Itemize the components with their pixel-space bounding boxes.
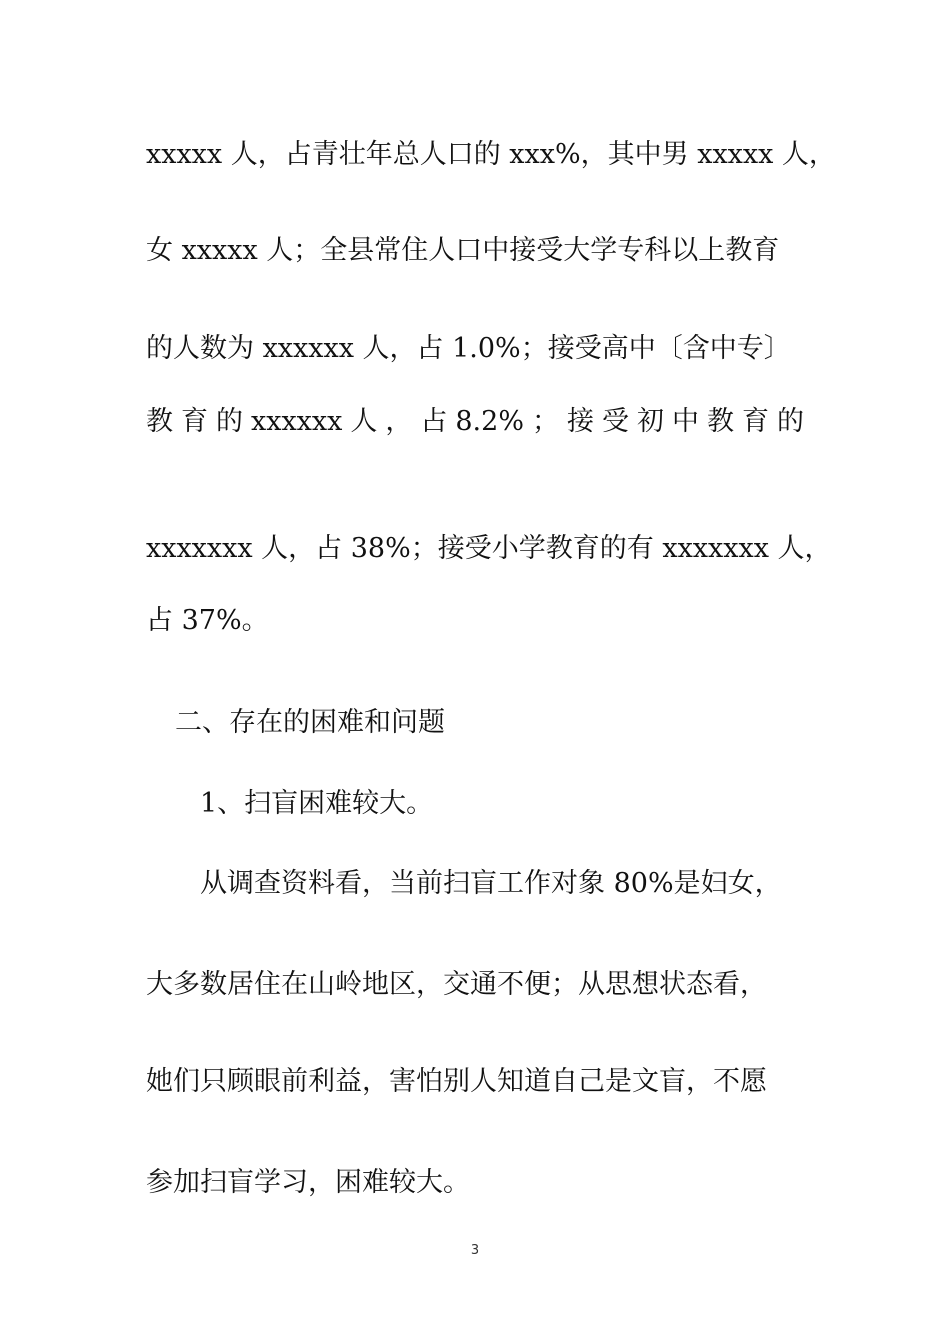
subsection-heading: 1、扫盲困难较大。 xyxy=(200,788,434,819)
text-fragment: 占 xyxy=(420,406,448,437)
body-text-line: 的人数为 xxxxxx 人，占 1.0%；接受高中〔含中专〕 xyxy=(146,333,791,364)
text-fragment: 教 xyxy=(706,406,734,437)
text-fragment: ； xyxy=(531,406,559,437)
page-number: 3 xyxy=(470,1243,480,1258)
body-text-line: 她们只顾眼前利益，害怕别人知道自己是文盲，不愿 xyxy=(146,1066,767,1097)
text-fragment: 的 xyxy=(216,406,243,437)
text-fragment: 接 xyxy=(566,406,594,437)
text-fragment: 人 xyxy=(350,406,378,437)
body-text-line: xxxxx 人，占青壮年总人口的 xxx%，其中男 xxxxx 人， xyxy=(146,139,836,170)
section-heading: 二、存在的困难和问题 xyxy=(175,707,445,738)
body-text-line: 参加扫盲学习，困难较大。 xyxy=(146,1167,470,1198)
text-fragment: 初 xyxy=(636,406,664,437)
text-fragment: 受 xyxy=(601,406,629,437)
body-text-line: xxxxxxx 人，占 38%；接受小学教育的有 xxxxxxx 人， xyxy=(146,533,832,564)
text-fragment: 的 xyxy=(776,406,804,437)
text-fragment: 教 xyxy=(146,406,173,437)
text-fragment: 8.2% xyxy=(455,406,524,437)
text-fragment: ， xyxy=(385,406,413,437)
body-text-line-justified xyxy=(146,404,804,440)
body-text-line: 女 xxxxx 人；全县常住人口中接受大学专科以上教育 xyxy=(146,235,780,266)
text-fragment: 中 xyxy=(671,406,699,437)
text-fragment: xxxxxx xyxy=(251,406,343,437)
paragraph-first-line: 从调查资料看，当前扫盲工作对象 80%是妇女， xyxy=(200,868,782,899)
body-text-line: 占 37%。 xyxy=(146,605,269,636)
text-fragment: 育 xyxy=(741,406,769,437)
body-text-line: 大多数居住在山岭地区，交通不便；从思想状态看， xyxy=(146,969,767,1000)
text-fragment: 育 xyxy=(181,406,208,437)
